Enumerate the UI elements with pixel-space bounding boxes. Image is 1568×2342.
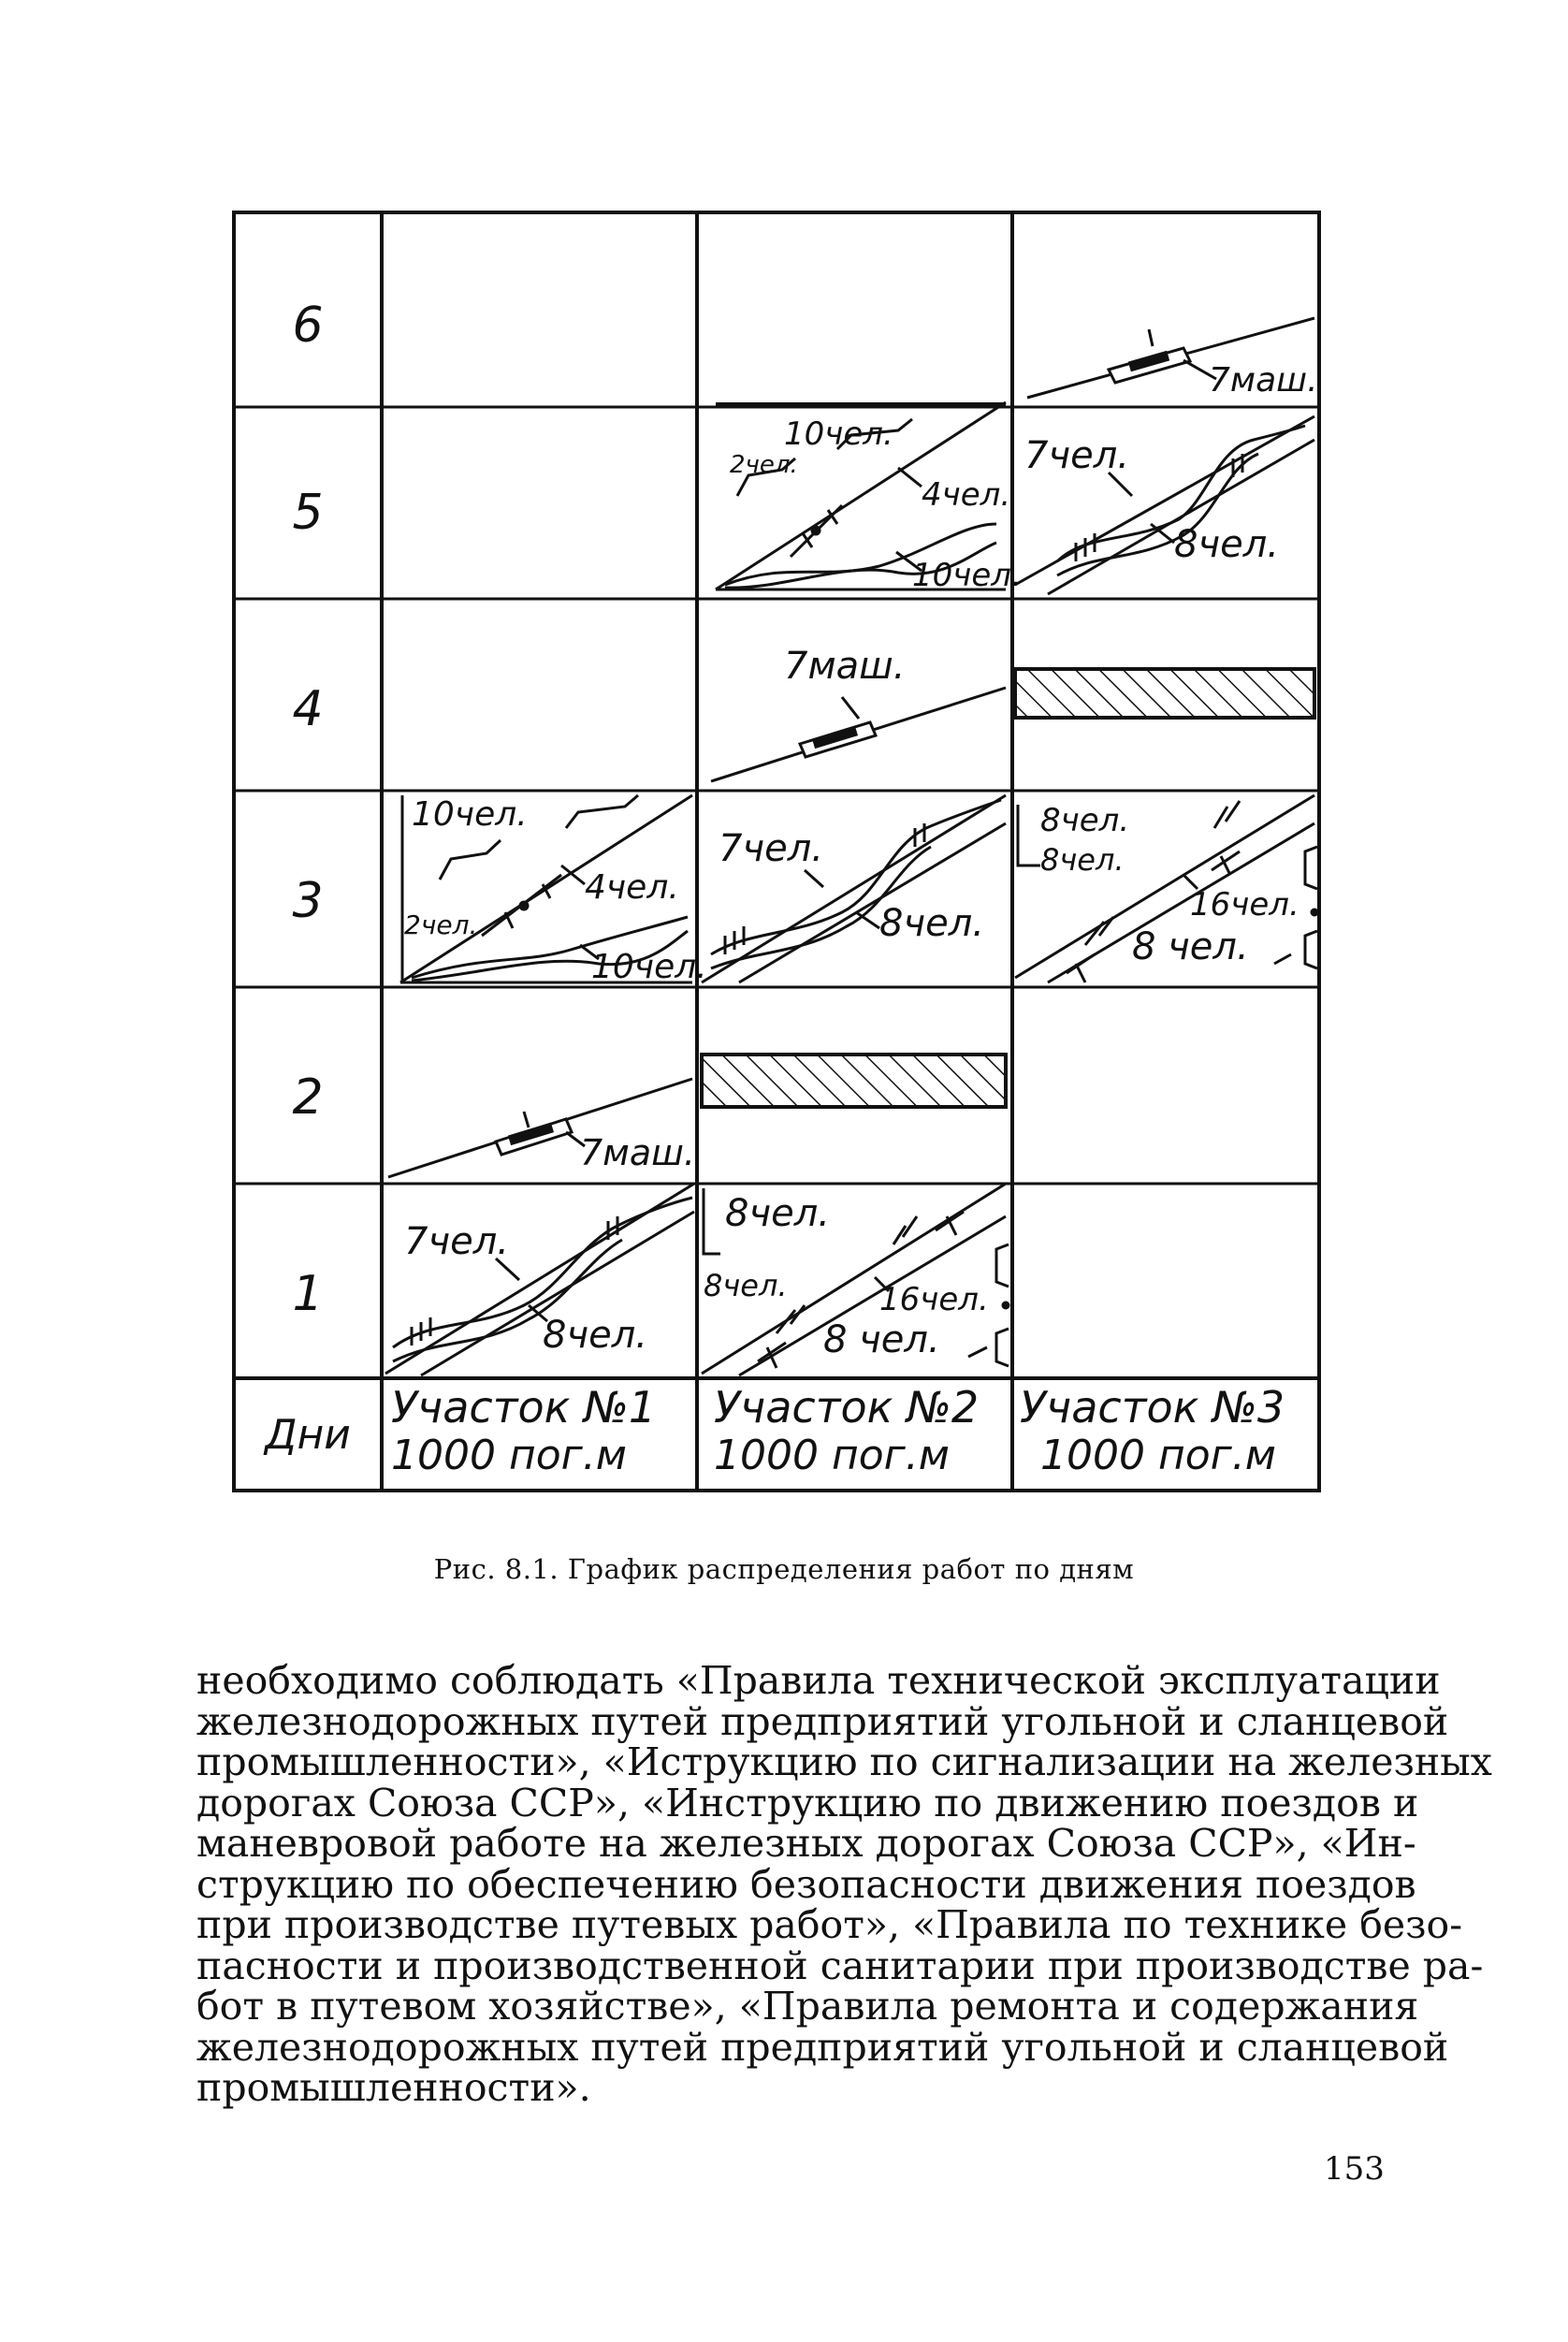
s3-d6-machine-work xyxy=(1027,318,1318,400)
s3-d3-label-8a: 8чел. xyxy=(1040,802,1130,839)
s3-d5-label-8: 8чел. xyxy=(1174,523,1279,566)
day-label-5: 5 xyxy=(292,485,324,541)
body-line: железнодорожных путей предприятий угольной и сланцевой xyxy=(196,2024,1449,2070)
header-row xyxy=(263,1382,1285,1479)
s1-d3-label-10b: 10чел. xyxy=(591,948,707,986)
s3-d3-label-8b: 8чел. xyxy=(1040,842,1125,878)
body-paragraph xyxy=(196,1658,1492,2110)
s1-d3-label-2: 2чел. xyxy=(404,909,478,940)
s2-d1-label-8a: 8чел. xyxy=(725,1192,830,1235)
s2-d5-label-4: 4чел. xyxy=(922,476,1011,514)
section-2-name: Участок №2 xyxy=(714,1382,980,1433)
body-line: маневровой работе на железных дорогах Союза ССР», «Ин- xyxy=(196,1821,1416,1866)
page-number: 153 xyxy=(1324,2150,1385,2188)
body-line: пасности и производственной санитарии при производстве ра- xyxy=(196,1942,1484,1988)
day-label-3: 3 xyxy=(292,873,324,929)
s1-d3-track-work xyxy=(400,795,707,986)
s3-d3-label-8c: 8 чел. xyxy=(1132,925,1249,968)
body-line: дорогах Союза ССР», «Инструкцию по движению поездов и xyxy=(196,1780,1419,1826)
s1-d2-label-machines: 7маш. xyxy=(580,1132,695,1173)
s2-d1-label-16: 16чел. xyxy=(879,1281,989,1318)
s1-d2-machine-work xyxy=(388,1079,695,1177)
section-2-length: 1000 пог.м xyxy=(714,1432,950,1479)
s1-d1-label-8: 8чел. xyxy=(543,1314,647,1357)
s3-d5-label-7: 7чел. xyxy=(1024,434,1129,477)
day-labels xyxy=(292,298,323,1322)
section-1-length: 1000 пог.м xyxy=(391,1432,627,1479)
s2-d4-label-machines: 7маш. xyxy=(784,645,906,688)
s2-d1-label-8c: 8 чел. xyxy=(823,1318,940,1361)
body-line: струкцию по обеспечению безопасности движения поездов xyxy=(196,1861,1416,1907)
s2-d4-machine-work xyxy=(711,645,1006,781)
figure-caption: Рис. 8.1. График распределения работ по дням xyxy=(433,1553,1135,1585)
s3-d3-label-16: 16чел. xyxy=(1190,886,1299,924)
s2-d1-label-8b: 8чел. xyxy=(704,1268,788,1303)
s1-d1-track-work xyxy=(385,1184,694,1375)
day-label-1: 1 xyxy=(292,1266,324,1322)
s2-d5-label-10b: 10чел. xyxy=(912,557,1022,594)
body-line: железнодорожных путей предприятий угольной и сланцевой xyxy=(196,1698,1449,1744)
section-1-name: Участок №1 xyxy=(391,1382,657,1433)
s2-d5-track-work xyxy=(716,402,1022,594)
day-label-4: 4 xyxy=(292,681,324,737)
days-header: Дни xyxy=(265,1411,351,1459)
s2-d3-label-7: 7чел. xyxy=(719,827,823,870)
body-line: при производстве путевых работ», «Правила по технике безо- xyxy=(196,1902,1463,1947)
body-line: промышленности», «Иструкцию по сигнализации на железных xyxy=(196,1739,1492,1784)
day-label-6: 6 xyxy=(292,298,324,354)
s2-d3-track-work xyxy=(702,795,1006,982)
s1-d3-label-10: 10чел. xyxy=(412,795,528,834)
s3-d6-label-machines: 7маш. xyxy=(1209,361,1318,400)
s2-d5-label-2: 2чел. xyxy=(730,451,798,479)
s2-d5-label-10: 10чел. xyxy=(784,415,893,453)
day-label-2: 2 xyxy=(292,1069,324,1126)
s2-d2-hatched-bar xyxy=(702,1055,1006,1107)
s2-d3-label-8: 8чел. xyxy=(879,902,984,945)
s3-d4-hatched-bar xyxy=(1015,669,1314,718)
s2-d1-track-work xyxy=(702,1184,1009,1375)
s3-d3-track-work xyxy=(1015,795,1317,982)
body-line: бот в путевом хозяйстве», «Правила ремонта и содержания xyxy=(196,1984,1419,2029)
s3-d5-track-work xyxy=(1015,416,1314,594)
s1-d1-label-7: 7чел. xyxy=(404,1220,509,1263)
section-3-name: Участок №3 xyxy=(1020,1382,1285,1433)
body-line: промышленности». xyxy=(196,2065,591,2110)
s1-d3-label-4: 4чел. xyxy=(585,868,679,907)
section-3-length: 1000 пог.м xyxy=(1040,1432,1276,1479)
body-line: необходимо соблюдать «Правила технической эксплуатации xyxy=(196,1658,1441,1703)
